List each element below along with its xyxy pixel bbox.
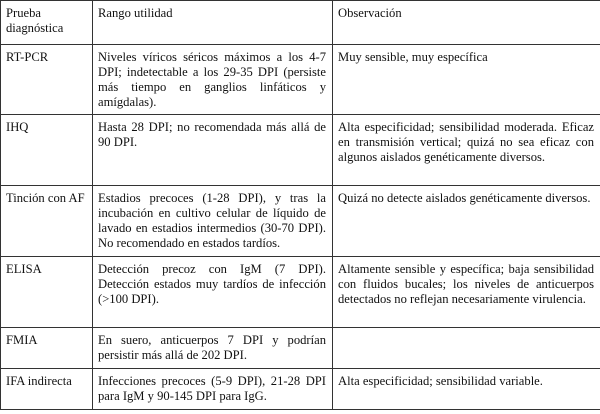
header-observation: Observación xyxy=(333,1,600,45)
table-row xyxy=(1,369,600,410)
cell-observation xyxy=(333,328,600,369)
table-row xyxy=(1,328,600,369)
cell-range: Infecciones precoces (5-9 DPI), 21-28 DPI para IgM y 90-145 DPI para IgG. xyxy=(93,369,333,410)
cell-range: Niveles víricos séricos máximos a los 4-7 DPI; indetectable a los 29-35 DPI (persiste más tiempo en ganglios linfáticos y amígdalas). xyxy=(93,45,333,115)
cell-test: IHQ xyxy=(1,115,93,186)
cell-range: En suero, anticuerpos 7 DPI y podrían persistir más allá de 202 DPI. xyxy=(93,328,333,369)
cell-range: Detección precoz con IgM (7 DPI). Detección estados muy tardíos de infección (>100 DPI). xyxy=(93,257,333,328)
cell-observation: Alta especificidad; sensibilidad moderada. Eficaz en transmisión vertical; quizá no sea eficaz con algunos aislados genéticamente diversos. xyxy=(333,115,600,186)
cell-test: FMIA xyxy=(1,328,93,369)
cell-observation: Quizá no detecte aislados genéticamente diversos. xyxy=(333,186,600,257)
table-row xyxy=(1,257,600,328)
cell-observation: Altamente sensible y específica; baja sensibilidad con fluidos bucales; los niveles de anticuerpos detectados no reflejan necesariamente virulencia. xyxy=(333,257,600,328)
table-row xyxy=(1,45,600,115)
cell-range: Hasta 28 DPI; no recomendada más allá de 90 DPI. xyxy=(93,115,333,186)
table-header-row xyxy=(1,1,600,45)
cell-test: Tinción con AF xyxy=(1,186,93,257)
cell-observation: Alta especificidad; sensibilidad variable. xyxy=(333,369,600,410)
cell-test: RT-PCR xyxy=(1,45,93,115)
header-test: Prueba diagnóstica xyxy=(1,1,93,45)
table-row xyxy=(1,186,600,257)
header-range: Rango utilidad xyxy=(93,1,333,45)
cell-observation: Muy sensible, muy específica xyxy=(333,45,600,115)
table-row xyxy=(1,115,600,186)
cell-test: IFA indirecta xyxy=(1,369,93,410)
cell-test: ELISA xyxy=(1,257,93,328)
cell-range: Estadios precoces (1-28 DPI), y tras la incubación en cultivo celular de líquido de lavado en estadios intermedios (30-70 DPI). No recomendado en estados tardíos. xyxy=(93,186,333,257)
